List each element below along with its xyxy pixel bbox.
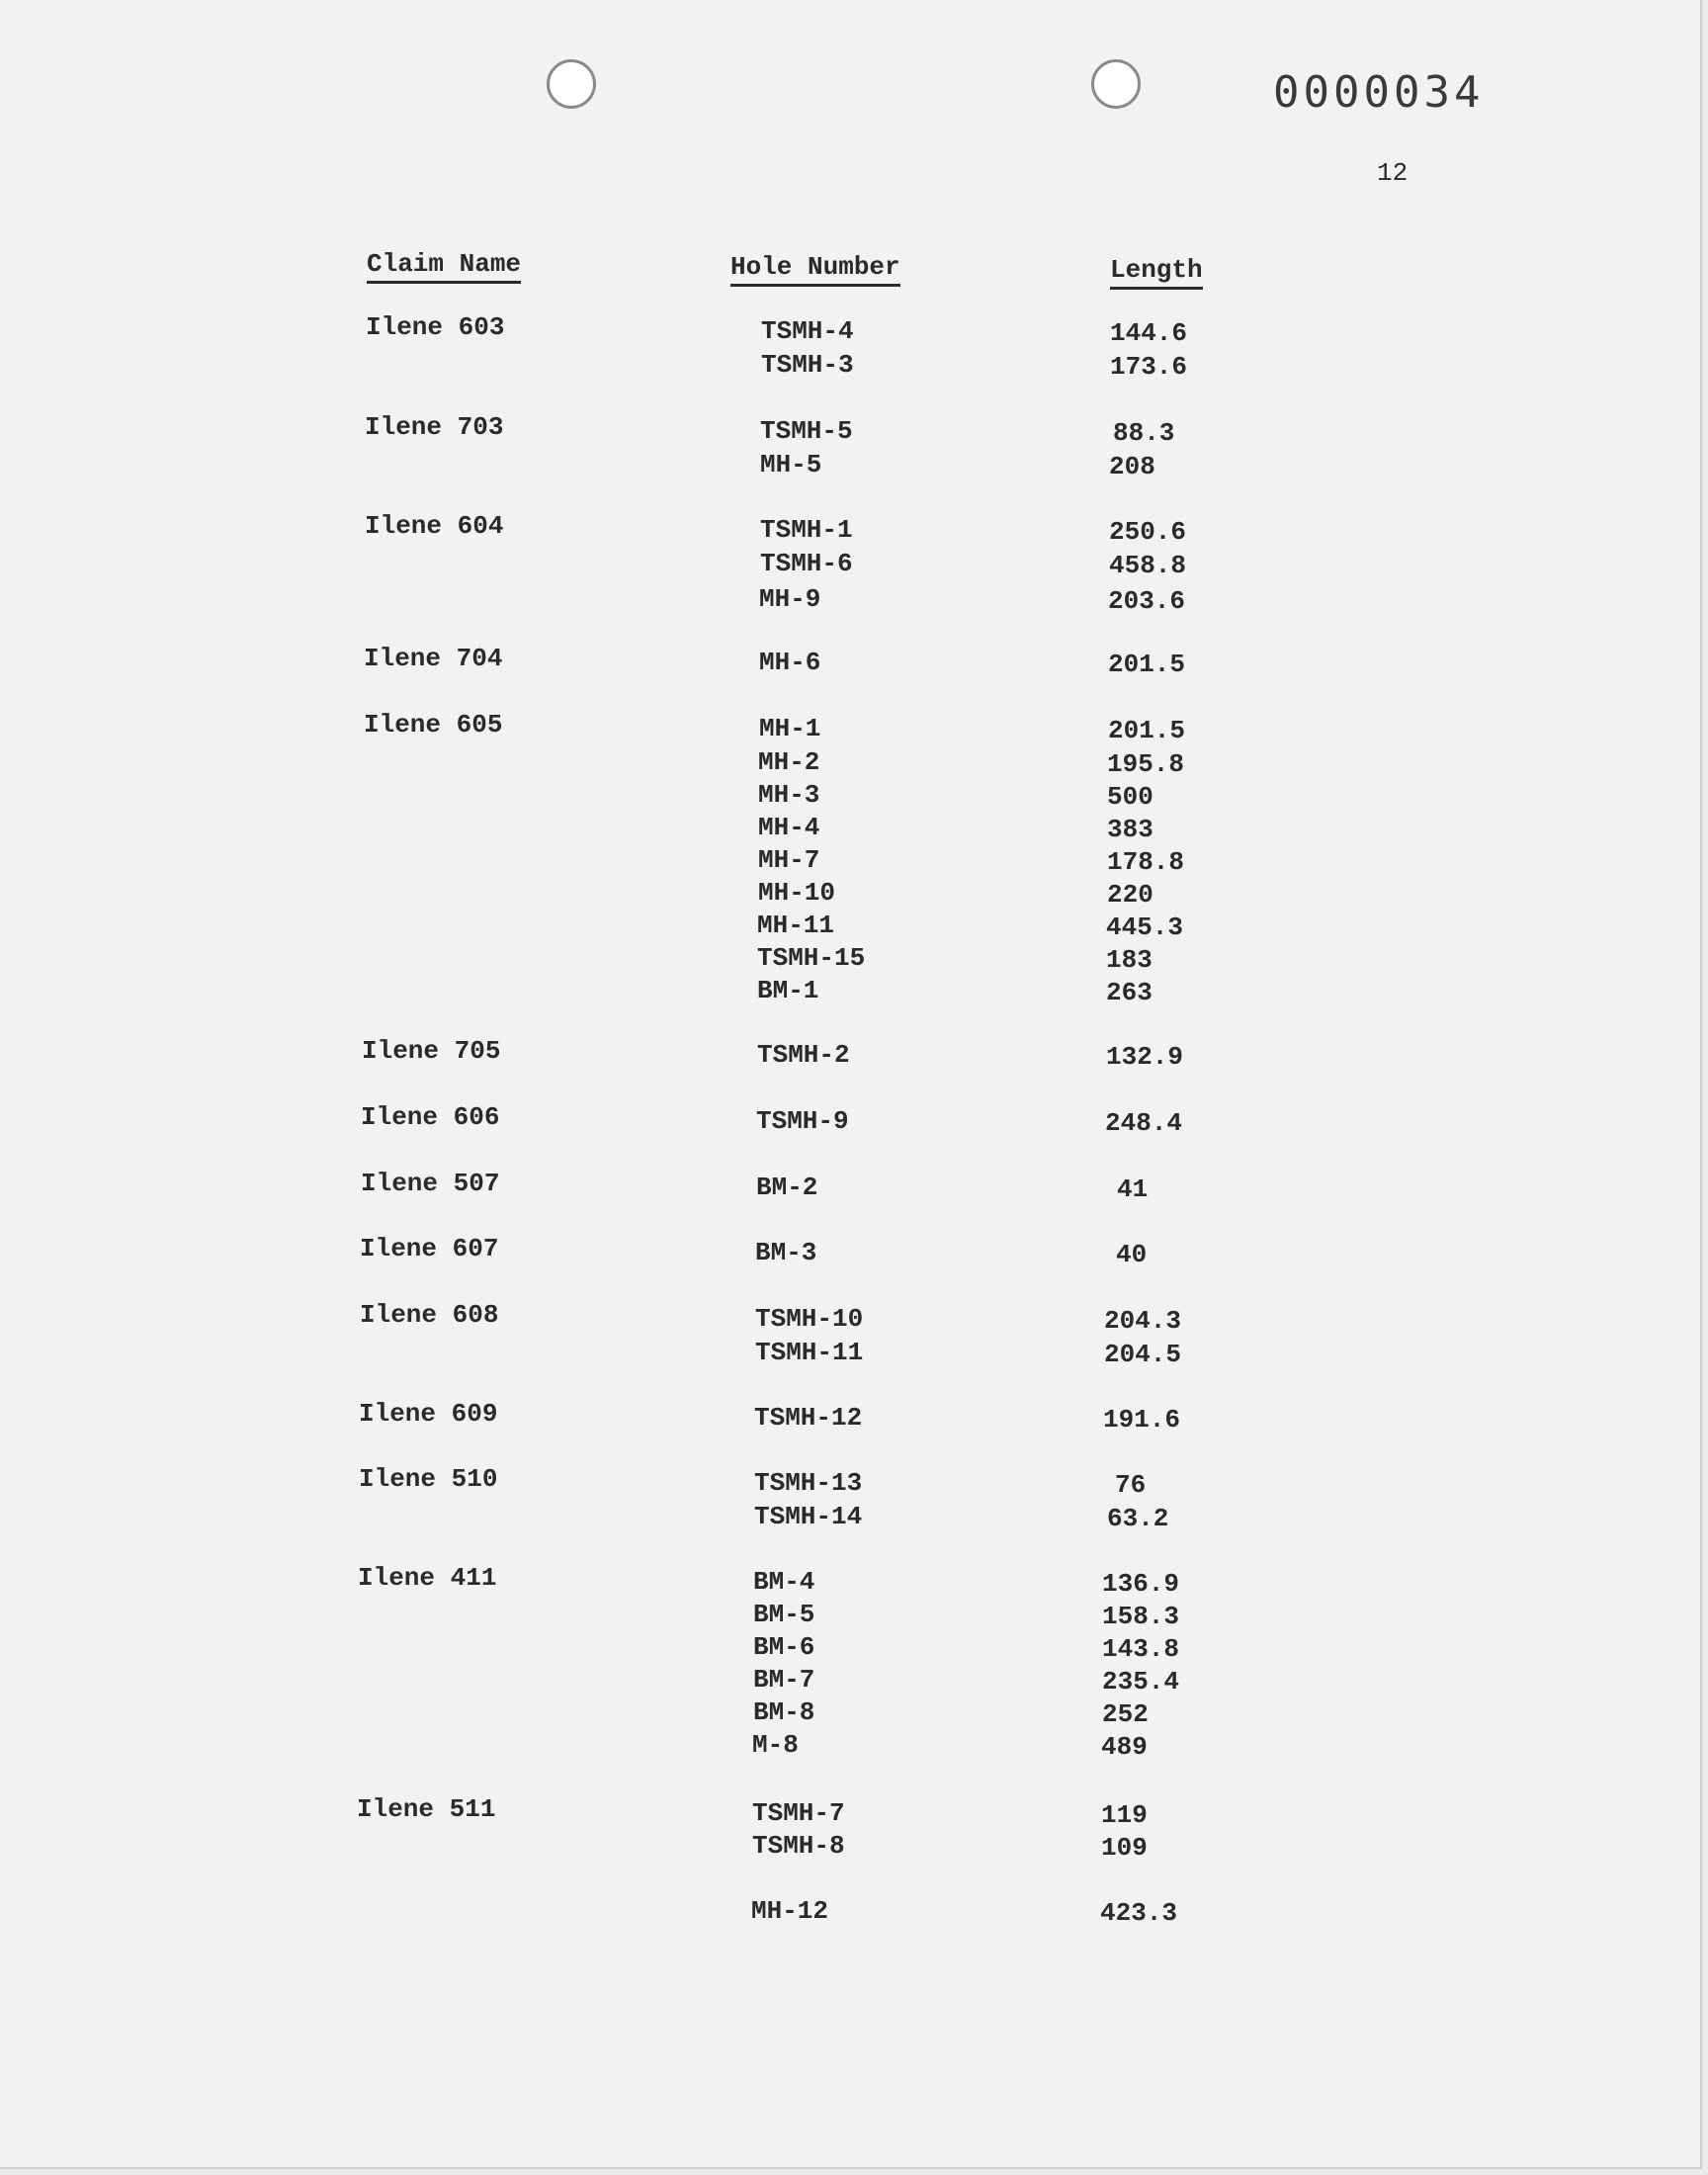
hole-number-cell: BM-6	[753, 1632, 815, 1662]
length-cell: 201.5	[1108, 650, 1186, 679]
hole-number-cell: TSMH-8	[752, 1831, 845, 1861]
hole-number-cell: BM-4	[753, 1567, 815, 1597]
length-cell: 41	[1117, 1174, 1149, 1204]
hole-number-cell: TSMH-6	[760, 549, 853, 578]
hole-number-cell: MH-9	[759, 584, 821, 614]
length-cell: 132.9	[1106, 1042, 1184, 1072]
hole-number-cell: BM-3	[755, 1238, 817, 1267]
document-number: 0000034	[1273, 67, 1485, 118]
length-cell: 76	[1115, 1470, 1147, 1500]
length-cell: 143.8	[1102, 1634, 1180, 1664]
hole-number-cell: MH-7	[758, 845, 820, 875]
hole-number-cell: TSMH-1	[760, 515, 853, 545]
length-cell: 136.9	[1102, 1569, 1180, 1599]
length-cell: 423.3	[1100, 1898, 1178, 1928]
length-cell: 489	[1101, 1732, 1148, 1762]
punch-hole-right	[1091, 59, 1141, 109]
claim-name-cell: Ilene 603	[366, 312, 505, 342]
claim-name-cell: Ilene 609	[359, 1399, 498, 1429]
claim-name-cell: Ilene 605	[364, 710, 503, 740]
length-cell: 235.4	[1102, 1667, 1180, 1696]
claim-name-cell: Ilene 704	[364, 644, 503, 673]
length-cell: 191.6	[1103, 1405, 1181, 1435]
hole-number-cell: TSMH-15	[757, 943, 866, 973]
length-cell: 252	[1102, 1699, 1149, 1729]
claim-name-cell: Ilene 511	[357, 1794, 496, 1824]
length-cell: 173.6	[1110, 352, 1188, 382]
length-cell: 204.5	[1104, 1340, 1182, 1369]
hole-number-cell: TSMH-2	[757, 1040, 850, 1070]
page-number: 12	[1377, 158, 1409, 188]
punch-hole-left	[547, 59, 596, 109]
claim-name-cell: Ilene 604	[365, 511, 504, 541]
length-cell: 263	[1106, 978, 1153, 1007]
length-cell: 500	[1107, 782, 1153, 812]
header-claim-name: Claim Name	[367, 249, 521, 284]
length-cell: 201.5	[1108, 716, 1186, 745]
claim-name-cell: Ilene 411	[358, 1563, 497, 1593]
length-cell: 208	[1109, 452, 1155, 481]
length-cell: 88.3	[1113, 418, 1175, 448]
claim-name-cell: Ilene 507	[361, 1169, 500, 1198]
length-cell: 109	[1101, 1833, 1148, 1863]
length-cell: 250.6	[1109, 517, 1187, 547]
hole-number-cell: BM-8	[753, 1697, 815, 1727]
length-cell: 383	[1107, 815, 1153, 844]
length-cell: 248.4	[1105, 1108, 1183, 1138]
length-cell: 445.3	[1106, 913, 1184, 942]
header-length: Length	[1110, 255, 1203, 290]
hole-number-cell: BM-7	[753, 1665, 815, 1695]
length-cell: 458.8	[1109, 551, 1187, 580]
length-cell: 183	[1106, 945, 1153, 975]
length-cell: 220	[1107, 880, 1153, 910]
hole-number-cell: TSMH-10	[755, 1304, 864, 1334]
hole-number-cell: TSMH-11	[755, 1338, 864, 1367]
hole-number-cell: TSMH-7	[752, 1798, 845, 1828]
hole-number-cell: TSMH-5	[760, 416, 853, 446]
hole-number-cell: MH-12	[751, 1896, 829, 1926]
hole-number-cell: MH-5	[760, 450, 822, 479]
length-cell: 119	[1101, 1800, 1148, 1830]
hole-number-cell: BM-5	[753, 1600, 815, 1629]
hole-number-cell: MH-6	[759, 648, 821, 677]
length-cell: 40	[1116, 1240, 1148, 1269]
length-cell: 195.8	[1107, 749, 1185, 779]
claim-name-cell: Ilene 705	[362, 1036, 501, 1066]
hole-number-cell: TSMH-3	[761, 350, 854, 380]
length-cell: 63.2	[1107, 1504, 1169, 1533]
hole-number-cell: MH-10	[758, 878, 836, 908]
hole-number-cell: MH-2	[758, 747, 820, 777]
hole-number-cell: BM-1	[757, 976, 819, 1005]
hole-number-cell: MH-3	[758, 780, 820, 810]
hole-number-cell: MH-4	[758, 813, 820, 842]
hole-number-cell: TSMH-9	[756, 1106, 849, 1136]
claim-name-cell: Ilene 607	[360, 1234, 499, 1263]
hole-number-cell: TSMH-12	[754, 1403, 863, 1433]
length-cell: 203.6	[1108, 586, 1186, 616]
header-hole-number: Hole Number	[730, 252, 900, 287]
hole-number-cell: M-8	[752, 1730, 799, 1760]
length-cell: 144.6	[1110, 318, 1188, 348]
hole-number-cell: TSMH-4	[761, 316, 854, 346]
hole-number-cell: BM-2	[756, 1173, 818, 1202]
length-cell: 204.3	[1104, 1306, 1182, 1336]
claim-name-cell: Ilene 510	[359, 1464, 498, 1494]
length-cell: 158.3	[1102, 1602, 1180, 1631]
hole-number-cell: MH-1	[759, 714, 821, 743]
hole-number-cell: TSMH-13	[754, 1468, 863, 1498]
claim-name-cell: Ilene 606	[361, 1102, 500, 1132]
claim-name-cell: Ilene 703	[365, 412, 504, 442]
hole-number-cell: MH-11	[757, 911, 835, 940]
length-cell: 178.8	[1107, 847, 1185, 877]
claim-name-cell: Ilene 608	[360, 1300, 499, 1330]
hole-number-cell: TSMH-14	[754, 1502, 863, 1531]
